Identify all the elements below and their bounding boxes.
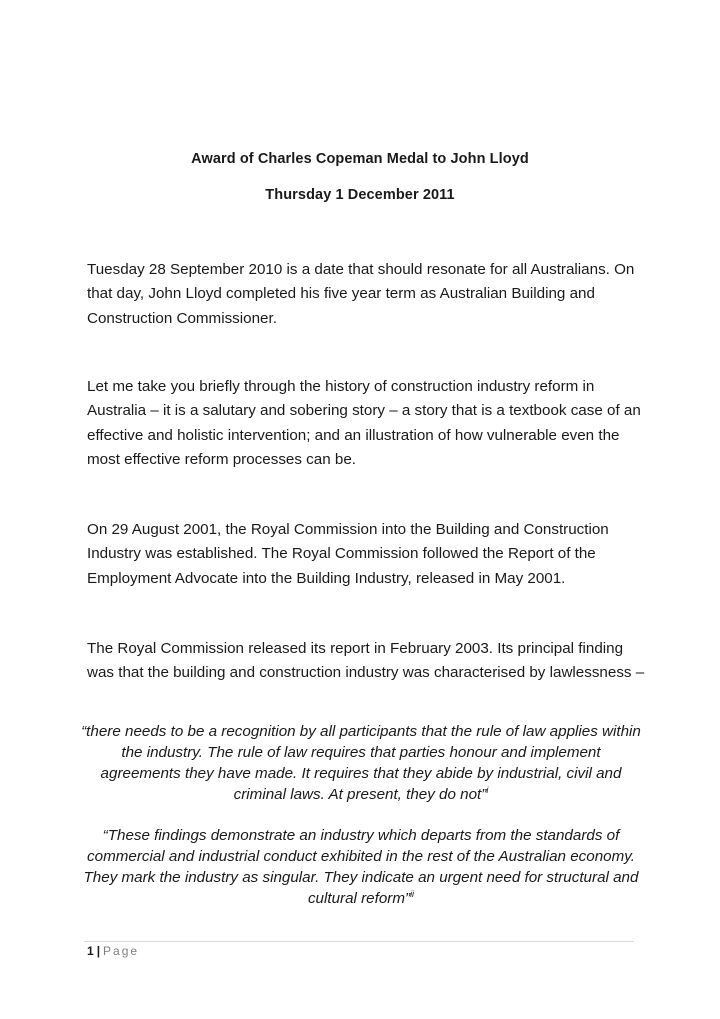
paragraph: The Royal Commission released its report in February 2003. Its principal finding was that the building and construction industry was characterised by lawlessness – — [87, 640, 645, 682]
document-title: Award of Charles Copeman Medal to John Lloyd — [191, 151, 529, 167]
endnote-marker[interactable]: i — [486, 784, 489, 795]
document-date: Thursday 1 December 2011 — [265, 187, 455, 203]
block-quote — [80, 825, 642, 909]
paragraph: Tuesday 28 September 2010 is a date that should resonate for all Australians. On that day, John Lloyd completed his five year term as Australian Building and Construction Commissioner. — [87, 261, 635, 327]
paragraph: Let me take you briefly through the history of construction industry reform in Australia – it is a salutary and sobering story – a story that is a textbook case of an effective and holistic intervention; and an illustration of how vulnerable even the most effective reform processes can be. — [87, 378, 641, 468]
footer-divider — [84, 941, 634, 942]
footer-separator: | — [96, 944, 101, 958]
paragraph: On 29 August 2001, the Royal Commission into the Building and Construction Industry was established. The Royal Commission followed the Report of the Employment Advocate into the Building Industry, released in May 2001. — [87, 521, 609, 587]
block-quote — [80, 721, 642, 805]
page-number: 1 — [87, 944, 94, 958]
quote-text: “there needs to be a recognition by all participants that the rule of law applies within the industry. The rule of law requires that parties honour and implement agreements they have made. It requires that they abide by industrial, civil and criminal laws. At present, they do not” — [81, 723, 641, 803]
page-label: Page — [103, 944, 140, 958]
quote-text: “These findings demonstrate an industry which departs from the standards of commercial and industrial conduct exhibited in the rest of the Australian economy. They mark the industry as singular. They indicate an urgent need for structural and cultural reform” — [83, 827, 639, 907]
endnote-marker[interactable]: ii — [410, 888, 415, 899]
page-footer — [87, 944, 139, 958]
